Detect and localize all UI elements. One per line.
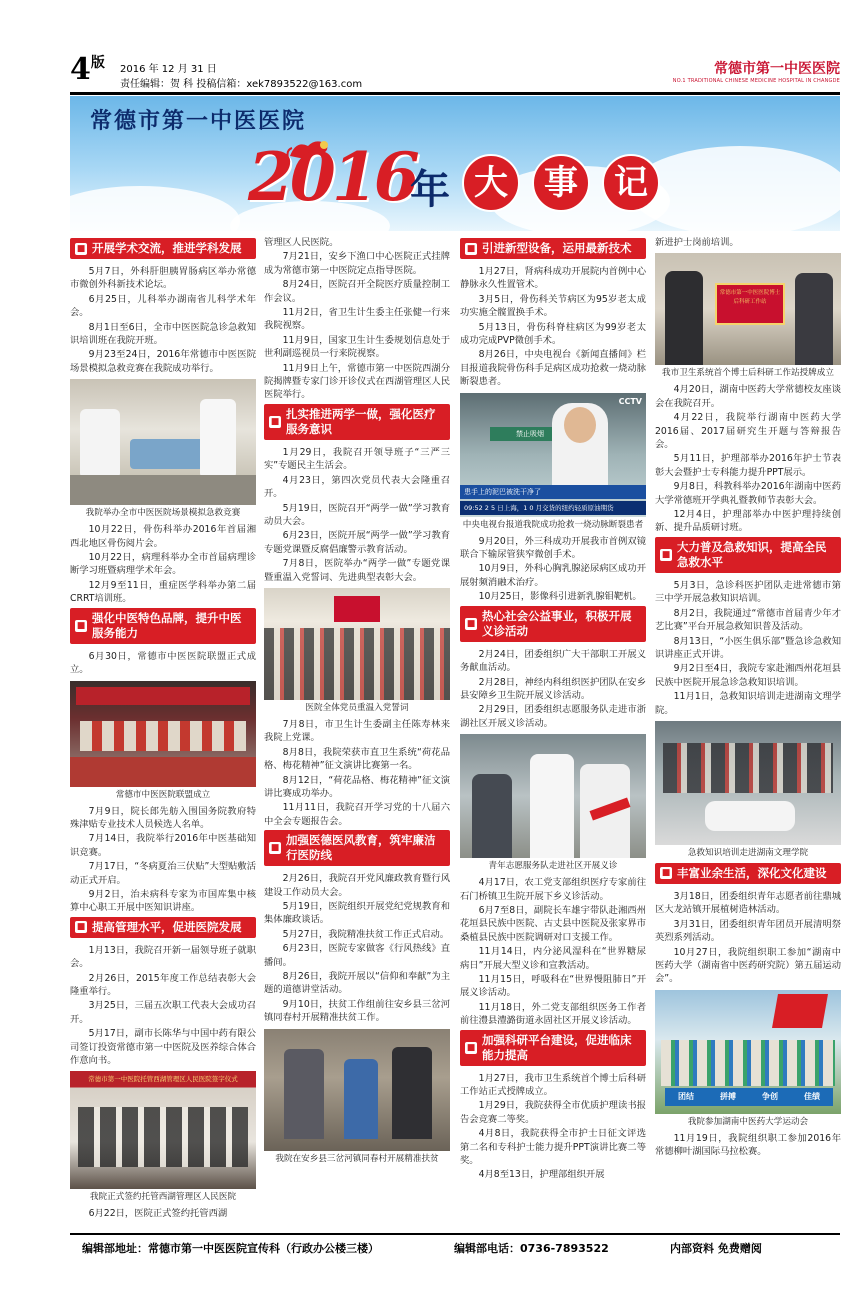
photo-first-aid-training (655, 721, 841, 845)
photo-caption: 青年志愿服务队走进社区开展义诊 (488, 861, 618, 872)
article-item: 4月20日，湖南中医药大学常德校友座谈会在我院召开。 (655, 384, 841, 409)
banner-title-char-2: 事 (532, 154, 590, 212)
article-item: 11月1日，急救知识培训走进湖南文理学院。 (655, 691, 841, 716)
banner-word: 争创 (762, 1092, 778, 1102)
square-icon: ■ (76, 620, 86, 631)
photo-banner-text: 常德市第一中医院托管西湖管理区人民医院签字仪式 (88, 1075, 238, 1084)
article-item: 8月24日，医院召开全院医疗质量控制工作会议。 (264, 279, 450, 304)
article-item: 5月27日，我院精准扶贫工作正式启动。 (282, 928, 450, 940)
article-item: 10月25日，影像科引进新乳腺钼靶机。 (478, 591, 642, 603)
column-4 (655, 236, 841, 1160)
article-item: 11月15日，呼吸科在“世界慢阻肺日”开展义诊活动。 (460, 973, 646, 999)
tv-caption-text: 患手上的泥巴被洗干净了 (460, 485, 646, 499)
section-heading: ■ 大力普及急救知识，提高全民急救水平 (655, 537, 841, 573)
article-item: 7月21日，安乡下渔口中心医院正式挂牌成为常德市第一中医院定点指导医院。 (264, 251, 450, 276)
photo-cctv-report (460, 393, 646, 517)
column-3 (460, 236, 646, 1183)
article-item: 8月26日，中央电视台《新闻直播间》栏目报道我院骨伤科手足病区成功抢救一烧动脉断裂患者。 (460, 349, 646, 388)
article-item: 5月3日，急诊科医护团队走进常德市第三中学开展急救知识培训。 (655, 579, 841, 605)
article-item: 2月26日，2015年度工作总结表彰大会隆重举行。 (70, 972, 256, 997)
article-item: 6月23日，医院开展“两学一做”学习教育专题党课暨反腐倡廉警示教育活动。 (264, 530, 450, 555)
article-item: 7月17日，“冬病夏治三伏贴”大型贴敷活动正式开启。 (70, 861, 256, 886)
article-item: 5月19日，医院召开“两学一做”学习教育动员大会。 (264, 502, 450, 527)
article-item: 12月9至11日，重症医学科举办第二届CRRT培训班。 (70, 579, 256, 605)
banner-year-suffix: 年 (410, 166, 450, 213)
photo-caption: 我院在安乡县三岔河镇同春村开展精准扶贫 (275, 1153, 439, 1164)
article-item: 11月2日，省卫生计生委主任张健一行来我院视察。 (264, 307, 450, 332)
article-item: 10月22日，病理科举办全市首届病理诊断学习班暨病理学术年会。 (70, 552, 256, 577)
page-footer (70, 1238, 840, 1258)
section-heading: ■ 加强科研平台建设，促进临床能力提高 (460, 1030, 646, 1066)
article-item: 11月11日，我院召开学习党的十八届六中全会专题报告会。 (264, 802, 450, 827)
square-icon: ■ (661, 868, 671, 879)
section-heading: ■ 热心社会公益事业，积极开展义诊活动 (460, 606, 646, 642)
square-icon: ■ (661, 549, 671, 560)
square-icon: ■ (76, 922, 86, 933)
article-item: 9月2日至4日，我院专家赴湘西州花垣县民族中医院开展急诊急救知识培训。 (655, 663, 841, 688)
photo-caption: 急救知识培训走进湖南文理学院 (687, 847, 809, 858)
article-item: 4月8日，我院获得全市护士日征文评选第二名和专科护士能力提升PPT演讲比赛二等奖。 (460, 1128, 646, 1167)
article-item: 8月8日，我院荣获市直卫生系统“荷花品格、梅花精神”征文演讲比赛第一名。 (264, 746, 450, 772)
photo-caption: 常德市中医医院联盟成立 (115, 789, 211, 800)
section-heading: ■ 加强医德医风教育，筑牢廉洁行医防线 (264, 830, 450, 866)
article-item: 管理区人民医院。 (264, 237, 339, 248)
banner-year: 2016 (248, 138, 416, 216)
article-item: 5月13日，骨伤科脊柱病区为99岁老太成功完成PVP微创手术。 (460, 321, 646, 347)
article-item: 3月5日，骨伤科关节病区为95岁老太成功实施全髋置换手术。 (460, 293, 646, 319)
article-item: 3月25日，三届五次职工代表大会成功召开。 (70, 1000, 256, 1025)
article-item: 12月4日，护理部举办中医护理持续创新、提升品质研讨班。 (655, 509, 841, 534)
footer-rule (70, 1233, 840, 1235)
article-item: 10月22日，骨伤科举办2016年首届湘西北地区骨伤阅片会。 (70, 524, 256, 549)
section-heading: ■ 引进新型设备，运用最新技术 (460, 238, 646, 259)
photo-caption: 医院全体党员重温入党誓词 (305, 702, 409, 713)
banner-word: 佳绩 (804, 1092, 820, 1102)
article-item: 8月13日，“小医生俱乐部”暨急诊急救知识讲座正式开讲。 (655, 635, 841, 660)
article-item: 9月10日，扶贫工作组前往安乡县三岔河镇同春村开展精准扶贫工作。 (264, 998, 450, 1024)
article-item: 6月7至8日，副院长车雄宇带队赴湘西州花垣县民族中医院、古丈县中医院及张家界市桑植县民族中医院调研对口支援工作。 (460, 904, 646, 943)
article-item: 1月27日，肾病科成功开展院内首例中心静脉永久性置管术。 (460, 266, 646, 291)
photo-party-oath (264, 588, 450, 700)
footer-address: 编辑部地址：常德市第一中医医院宣传科（行政办公楼三楼） (82, 1242, 379, 1255)
banner-word: 团结 (678, 1092, 694, 1102)
editor-line: 责任编辑：贺 科 投稿信箱：xek7893522@163.com (120, 79, 363, 90)
section-heading: ■ 丰富业余生活，深化文化建设 (655, 863, 841, 884)
article-item: 5月17日，副市长陈华与中国中药有限公司签订投资常德市第一中医院及医养综合体合作意向书。 (70, 1028, 256, 1066)
column-1 (70, 236, 256, 1222)
article-item: 11月14日，内分泌风湿科在“世界糖尿病日”开展大型义诊和宣教活动。 (460, 946, 646, 971)
article-item: 11月9日上午，常德市第一中医院西湖分院揭牌暨专家门诊开诊仪式在西湖管理区人民医院举行。 (264, 362, 450, 401)
hospital-logo-english: NO.1 TRADITIONAL CHINESE MEDICINE HOSPITAL IN CHANGDE (672, 78, 840, 84)
square-icon: ■ (76, 243, 86, 254)
article-item: 8月1日至6日，全市中医医院急诊急救知识培训班在我院开班。 (70, 321, 256, 347)
photo-caption: 中央电视台报道我院成功抢救一烧动脉断裂患者 (462, 519, 644, 530)
photo-caption: 我院正式签约托管西湖管理区人民医院 (89, 1192, 237, 1203)
photo-caption: 我院举办全市中医医院场景模拟急救竞赛 (85, 508, 241, 519)
photo-trustee-signing (70, 1071, 256, 1189)
team-banner (665, 1088, 833, 1106)
article-item: 5月11日，护理部举办2016年护士节表彰大会暨护士专科能力提升PPT展示。 (655, 453, 841, 478)
article-item: 11月9日，国家卫生计生委规划信息处于世利副巡视员一行来院视察。 (264, 334, 450, 360)
article-item: 11月18日，外二党支部组织医务工作者前往澧县澧潞街道永固社区开展义诊活动。 (460, 1001, 646, 1027)
article-item: 9月8日，科教科举办2016年湖南中医药大学常德班开学典礼暨教师节表彰大会。 (655, 481, 841, 506)
square-icon: ■ (466, 618, 476, 629)
banner-hospital-name: 常德市第一中医医院 (90, 108, 307, 134)
banner-word: 拼搏 (720, 1092, 736, 1102)
footer-note: 内部资料 免费赠阅 (670, 1242, 762, 1255)
article-item: 2月24日，团委组织广大干部职工开展义务献血活动。 (460, 648, 646, 674)
article-item: 4月8至13日，护理部组织开展 (478, 1169, 605, 1181)
photo-sports-meet (655, 990, 841, 1114)
photo-postdoc-station (655, 253, 841, 365)
cctv-logo-icon: CCTV (618, 396, 642, 406)
article-item: 5月19日，医院组织开展党纪党规教育和集体廉政谈话。 (264, 901, 450, 926)
title-banner (70, 96, 840, 231)
article-item: 1月13日，我院召开新一届领导班子就职会。 (70, 944, 256, 970)
section-heading: ■ 开展学术交流，推进学科发展 (70, 238, 256, 259)
article-item: 1月29日，我院获得全市优质护理读书报告会竞赛二等奖。 (460, 1100, 646, 1125)
photo-hospital-alliance (70, 681, 256, 787)
issue-date: 2016 年 12 月 31 日 (120, 64, 217, 75)
column-2 (264, 236, 450, 1169)
section-heading: ■ 强化中医特色品牌，提升中医服务能力 (70, 608, 256, 644)
article-item: 新进护士岗前培训。 (655, 237, 739, 248)
photo-caption: 我院参加湖南中医药大学运动会 (687, 1116, 809, 1127)
award-plaque: 常德市第一中医医院博士后科研工作站 (715, 283, 785, 325)
photo-poverty-relief (264, 1029, 450, 1151)
article-item: 3月31日，团委组织青年团员开展清明祭英烈系列活动。 (655, 918, 841, 944)
article-item: 3月18日，团委组织青年志愿者前往鼎城区大龙站镇开展植树造林活动。 (655, 890, 841, 916)
article-item: 7月9日，院长郎先舫入围国务院教府特殊津贴专业技术人员候选人名单。 (70, 805, 256, 830)
section-heading: ■ 提高管理水平，促进医院发展 (70, 917, 256, 938)
hospital-logo: 常德市第一中医医院 (714, 61, 840, 77)
square-icon: ■ (466, 1042, 476, 1053)
article-item: 6月30日，常德市中医医院联盟正式成立。 (70, 650, 256, 676)
photo-caption: 我市卫生系统首个博士后科研工作站授牌成立 (662, 368, 834, 379)
photo-emergency-drill (70, 379, 256, 505)
photo-volunteer-clinic (460, 734, 646, 858)
article-item: 7月14日，我院举行2016年中医基础知识竞赛。 (70, 833, 256, 858)
article-item: 4月23日，第四次党员代表大会隆重召开。 (264, 474, 450, 500)
article-item: 4月22日，我院举行湖南中医药大学2016届、2017届研究生开题与答辩报告会。 (655, 412, 841, 451)
edition-number: $4^版$ (70, 52, 105, 87)
article-item: 8月26日，我院开展以“信仰和奉献”为主题的道德讲堂活动。 (264, 971, 450, 996)
no-smoking-sign: 禁止吸烟 (490, 427, 570, 441)
article-item: 10月27日，我院组织职工参加“湖南中医药大学（湖南省中医药研究院）第五届运动会”。 (655, 946, 841, 985)
section-heading: ■ 扎实推进两学一做，强化医疗服务意识 (264, 404, 450, 440)
square-icon: ■ (466, 243, 476, 254)
article-item: 6月22日，医院正式签约托管西湖 (88, 1208, 228, 1220)
article-item: 8月12日，“荷花品格、梅花精神”征文演讲比赛成功举办。 (264, 774, 450, 799)
article-item: 7月8日，市卫生计生委副主任陈寿林来我院上党课。 (264, 718, 450, 744)
banner-title-char-3: 记 (602, 154, 660, 212)
article-item: 2月26日，我院召开党风廉政教育暨行风建设工作动员大会。 (264, 873, 450, 898)
footer-phone: 编辑部电话：0736-7893522 (454, 1242, 609, 1255)
page-header (70, 46, 840, 92)
square-icon: ■ (270, 843, 280, 854)
article-item: 10月9日，外科心胸乳腺泌尿病区成功开展射频消融术治疗。 (460, 563, 646, 588)
article-item: 8月2日，我院通过“常德市首届青少年才艺比赛”平台开展急救知识普及活动。 (655, 607, 841, 633)
article-item: 9月20日，外三科成功开展我市首例双镜联合下输尿管狭窄微创手术。 (460, 535, 646, 561)
article-item: 6月25日，儿科举办湖南省儿科学术年会。 (70, 293, 256, 319)
article-item: 1月27日，我市卫生系统首个博士后科研工作站正式授牌成立。 (460, 1072, 646, 1097)
article-item: 2月29日，团委组织志愿服务队走进市浙湖社区开展义诊活动。 (460, 704, 646, 729)
article-item: 4月17日，农工党支部组织医疗专家前往石门桥镇卫生院开展下乡义诊活动。 (460, 877, 646, 902)
square-icon: ■ (270, 416, 280, 427)
article-item: 7月8日，医院举办“两学一做”专题党课暨重温入党誓词、先进典型表彰大会。 (264, 558, 450, 583)
header-rule (70, 92, 840, 95)
article-item: 1月29日，我院召开领导班子“三严三实”专题民主生活会。 (264, 446, 450, 472)
tv-news-ticker: 09:52 2 5 日上海，1 0 月交货的纽约轻质原油期货 (460, 501, 646, 515)
article-item: 6月23日，医院专家做客《行风热线》直播间。 (264, 943, 450, 968)
article-item: 5月7日，外科肝胆胰胃肠病区举办常德市微创外科新技术论坛。 (70, 266, 256, 291)
article-item: 11月19日，我院组织职工参加2016年常德柳叶湖国际马拉松赛。 (655, 1132, 841, 1158)
article-item: 9月23至24日，2016年常德市中医医院场景模拟急救竞赛在我院成功举行。 (70, 349, 256, 374)
banner-title-char-1: 大 (462, 154, 520, 212)
article-item: 9月2日，治未病科专家为市国库集中核算中心职工开展中医知识讲座。 (70, 888, 256, 914)
article-item: 2月28日，神经内科组织医护团队在安乡县安障乡卫生院开展义诊活动。 (460, 676, 646, 701)
